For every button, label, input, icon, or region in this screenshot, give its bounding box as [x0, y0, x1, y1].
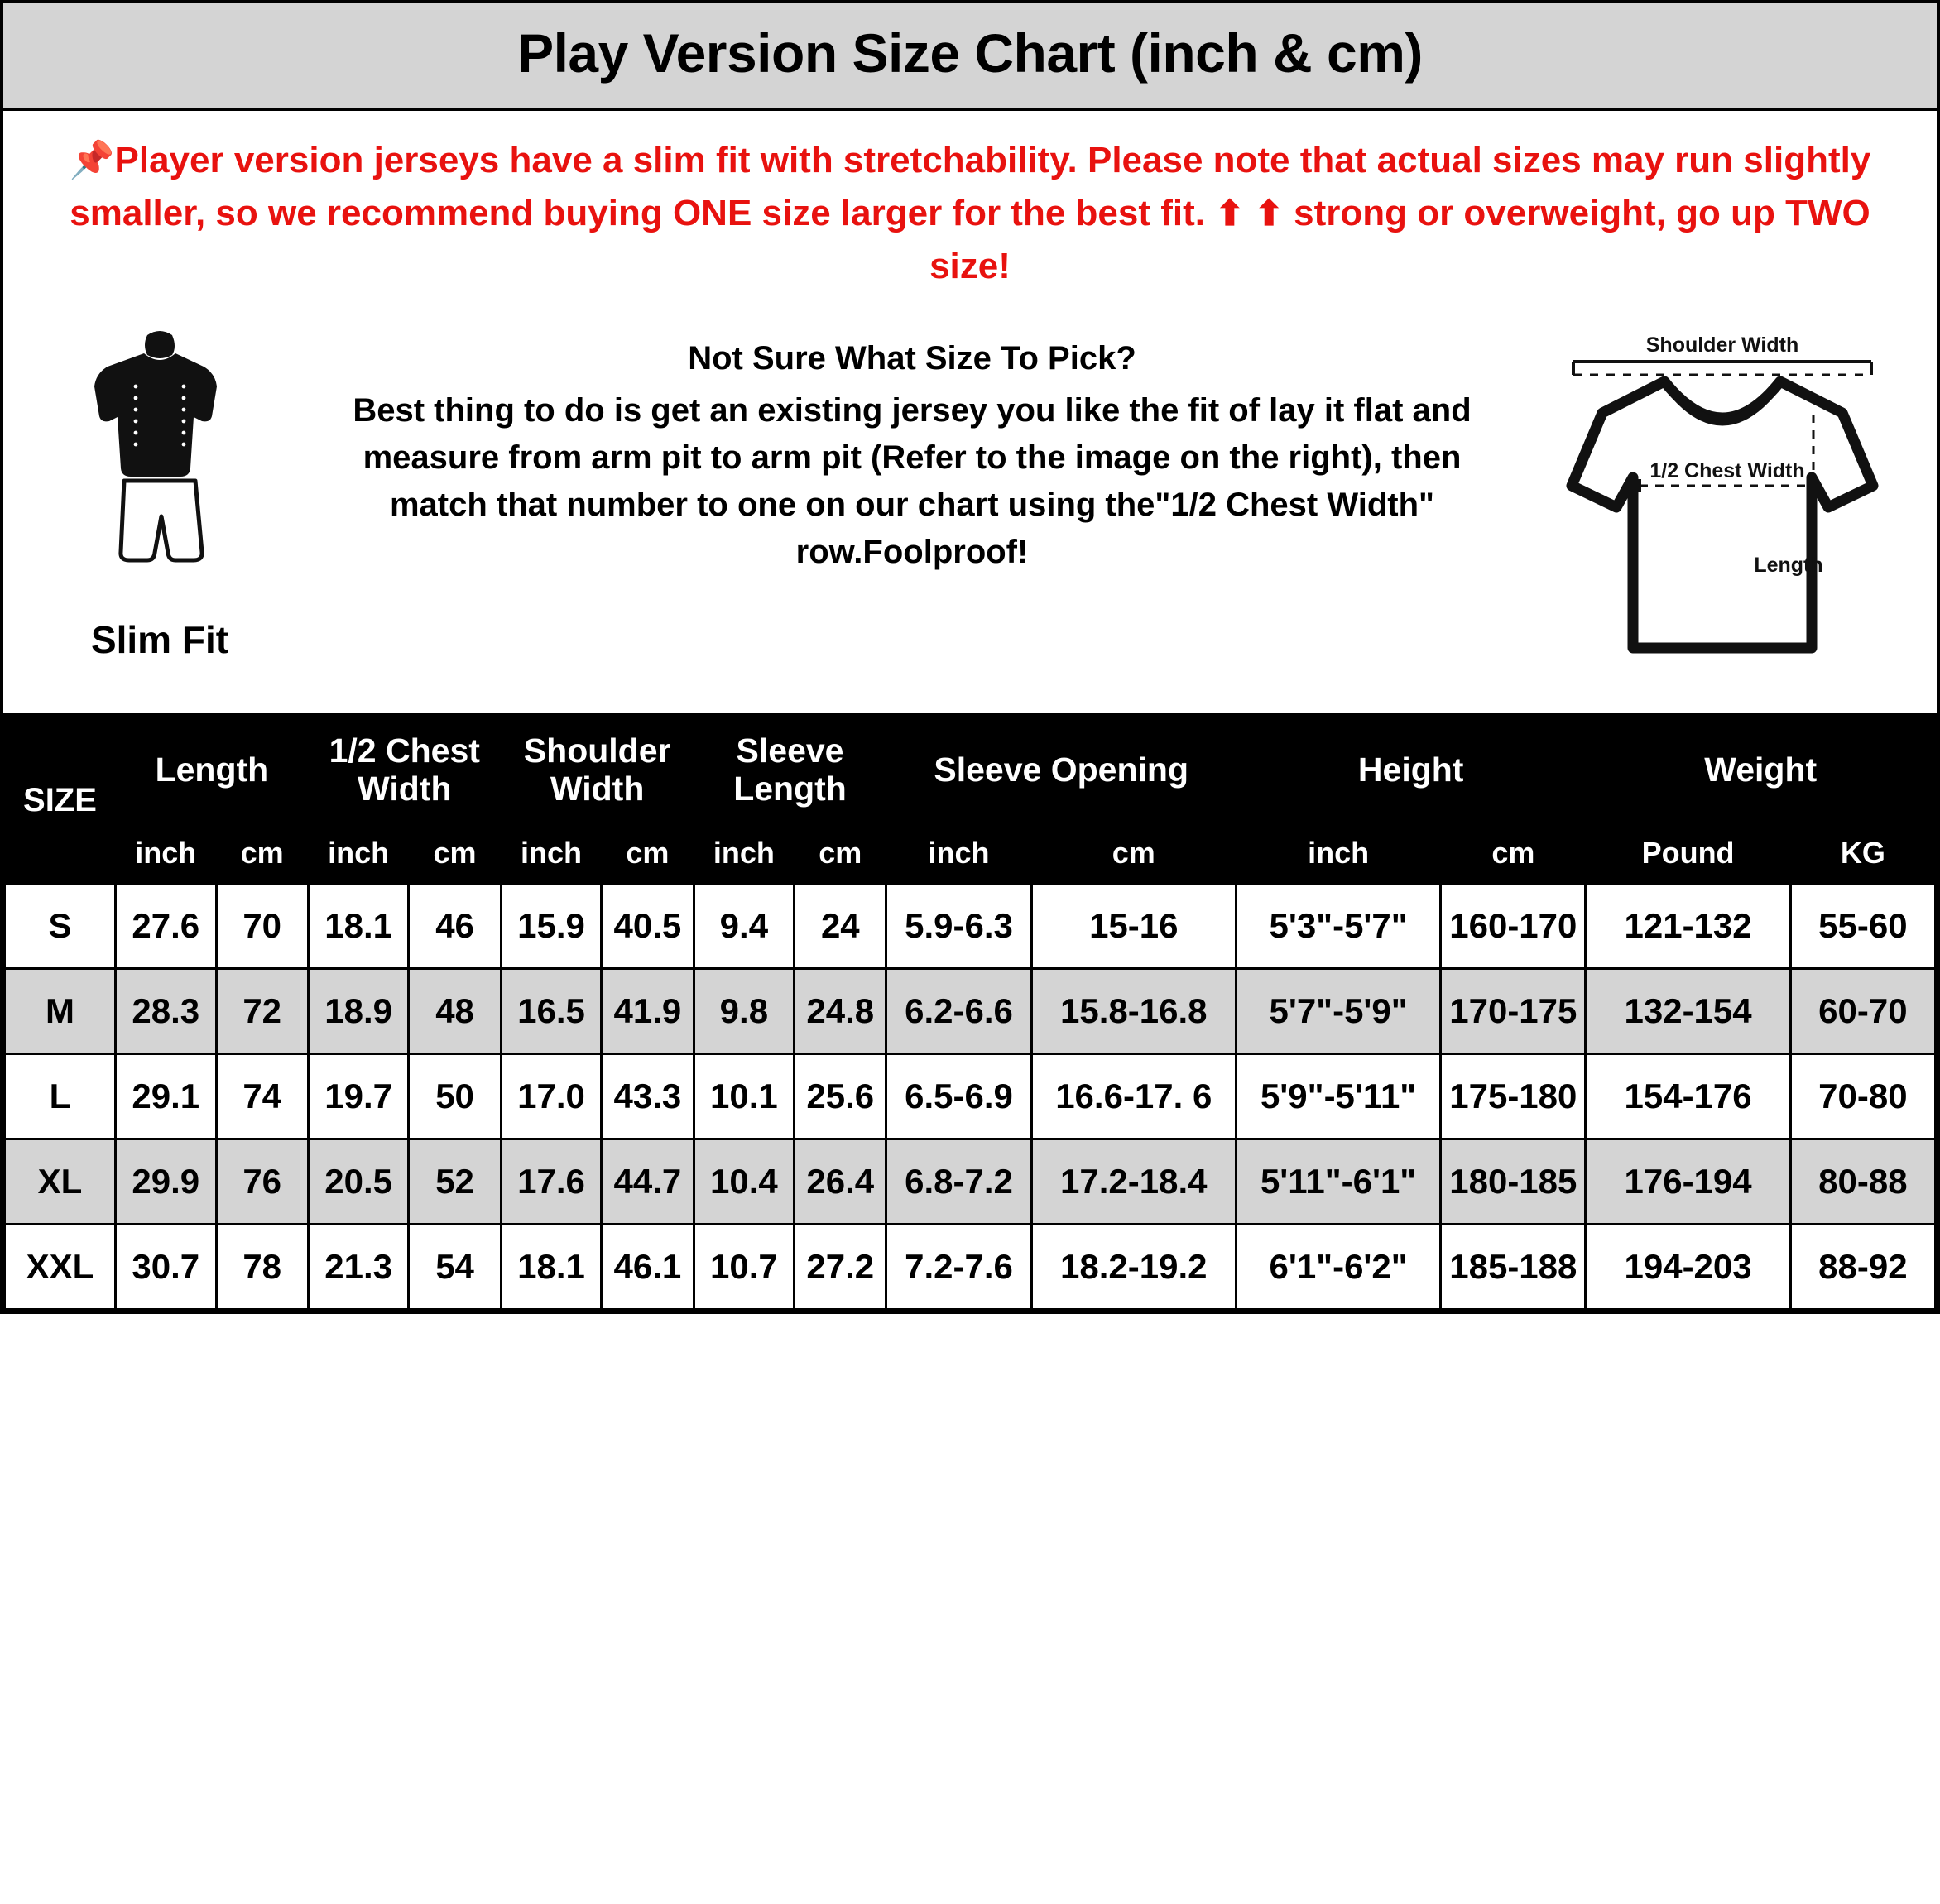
cell: 50 [409, 1054, 501, 1139]
cell: 10.4 [694, 1139, 795, 1225]
cell: 176-194 [1586, 1139, 1790, 1225]
unit-sleeve-opening-inch: inch [886, 823, 1031, 884]
cell: 5'11"-6'1" [1236, 1139, 1440, 1225]
sizing-advice-question: Not Sure What Size To Pick? [688, 340, 1136, 377]
cell: 26.4 [795, 1139, 886, 1225]
svg-text:1/2 Chest Width: 1/2 Chest Width [1649, 459, 1805, 483]
cell: 132-154 [1586, 969, 1790, 1054]
unit-chest-inch: inch [308, 823, 409, 884]
tshirt-measurement-icon [1540, 324, 1904, 692]
row-size: XXL [5, 1225, 116, 1310]
cell: 28.3 [115, 969, 216, 1054]
cell: 160-170 [1441, 884, 1586, 969]
header-weight: Weight [1586, 718, 1936, 823]
cell: 18.1 [308, 884, 409, 969]
cell: 19.7 [308, 1054, 409, 1139]
svg-text:Shoulder Width: Shoulder Width [1645, 333, 1799, 357]
arrow-up-icon-1: ⬆ [1215, 193, 1245, 233]
cell: 15.9 [501, 884, 602, 969]
unit-sleeve-opening-cm: cm [1031, 823, 1236, 884]
cell: 46.1 [602, 1225, 694, 1310]
cell: 7.2-7.6 [886, 1225, 1031, 1310]
unit-height-cm: cm [1441, 823, 1586, 884]
cell: 170-175 [1441, 969, 1586, 1054]
cell: 18.1 [501, 1225, 602, 1310]
cell: 16.5 [501, 969, 602, 1054]
cell: 9.8 [694, 969, 795, 1054]
header-shoulder-width: Shoulder Width [501, 718, 694, 823]
info-zone [3, 300, 1937, 717]
cell: 80-88 [1790, 1139, 1935, 1225]
table-header-group-row [5, 718, 1936, 823]
cell: 194-203 [1586, 1225, 1790, 1310]
unit-height-inch: inch [1236, 823, 1440, 884]
header-half-chest-width: 1/2 Chest Width [308, 718, 501, 823]
cell: 185-188 [1441, 1225, 1586, 1310]
title-bar [3, 3, 1937, 111]
cell: 18.9 [308, 969, 409, 1054]
slim-fit-label: Slim Fit [90, 618, 229, 662]
cell: 76 [216, 1139, 308, 1225]
cell: 54 [409, 1225, 501, 1310]
table-row [5, 1139, 1936, 1225]
unit-length-cm: cm [216, 823, 308, 884]
cell: 10.7 [694, 1225, 795, 1310]
cell: 74 [216, 1054, 308, 1139]
sizing-advice-answer: Best thing to do is get an existing jersey you like the fit of lay it flat and measure from arm pit to arm pit (Refer to the image on the right), then match that number to one on our chart using the"1/2 Chest Width" row.Foolproof! [353, 392, 1472, 570]
row-size: L [5, 1054, 116, 1139]
table-header-unit-row [5, 823, 1936, 884]
cell: 6'1"-6'2" [1236, 1225, 1440, 1310]
unit-shoulder-inch: inch [501, 823, 602, 884]
cell: 24 [795, 884, 886, 969]
cell: 55-60 [1790, 884, 1935, 969]
unit-sleeve-length-inch: inch [694, 823, 795, 884]
unit-weight-kg: KG [1790, 823, 1935, 884]
cell: 5.9-6.3 [886, 884, 1031, 969]
cell: 25.6 [795, 1054, 886, 1139]
page-title: Play Version Size Chart (inch & cm) [517, 22, 1423, 84]
header-height: Height [1236, 718, 1585, 823]
unit-chest-cm: cm [409, 823, 501, 884]
cell: 41.9 [602, 969, 694, 1054]
cell: 29.9 [115, 1139, 216, 1225]
table-row [5, 1054, 1936, 1139]
table-row [5, 969, 1936, 1054]
cell: 78 [216, 1225, 308, 1310]
cell: 9.4 [694, 884, 795, 969]
cell: 29.1 [115, 1054, 216, 1139]
cell: 15.8-16.8 [1031, 969, 1236, 1054]
cell: 52 [409, 1139, 501, 1225]
notice-part-2: strong or overweight, go up TWO size! [929, 192, 1870, 286]
unit-weight-pound: Pound [1586, 823, 1790, 884]
cell: 43.3 [602, 1054, 694, 1139]
cell: 6.8-7.2 [886, 1139, 1031, 1225]
table-row [5, 1225, 1936, 1310]
cell: 10.1 [694, 1054, 795, 1139]
cell: 121-132 [1586, 884, 1790, 969]
table-row [5, 884, 1936, 969]
cell: 17.6 [501, 1139, 602, 1225]
cell: 27.6 [115, 884, 216, 969]
cell: 18.2-19.2 [1031, 1225, 1236, 1310]
cell: 27.2 [795, 1225, 886, 1310]
slim-fit-body-icon [65, 327, 255, 604]
pushpin-icon: 📌 [69, 140, 115, 180]
cell: 180-185 [1441, 1139, 1586, 1225]
header-sleeve-length: Sleeve Length [694, 718, 886, 823]
cell: 15-16 [1031, 884, 1236, 969]
slim-fit-block [23, 315, 296, 662]
cell: 5'3"-5'7" [1236, 884, 1440, 969]
cell: 5'7"-5'9" [1236, 969, 1440, 1054]
cell: 48 [409, 969, 501, 1054]
cell: 88-92 [1790, 1225, 1935, 1310]
cell: 20.5 [308, 1139, 409, 1225]
header-sleeve-opening: Sleeve Opening [886, 718, 1236, 823]
header-length: Length [115, 718, 308, 823]
cell: 60-70 [1790, 969, 1935, 1054]
cell: 6.2-6.6 [886, 969, 1031, 1054]
arrow-up-icon-2: ⬆ [1254, 193, 1284, 233]
notice-text [3, 111, 1937, 300]
notice-part-1: Player version jerseys have a slim fit with stretchability. Please note that actual sizes may run slightly smaller, so we recommend buying ONE size larger for the best fit. [70, 140, 1871, 233]
unit-sleeve-length-cm: cm [795, 823, 886, 884]
cell: 6.5-6.9 [886, 1054, 1031, 1139]
cell: 17.0 [501, 1054, 602, 1139]
tee-diagram-block [1528, 315, 1917, 692]
row-size: S [5, 884, 116, 969]
cell: 40.5 [602, 884, 694, 969]
unit-length-inch: inch [115, 823, 216, 884]
cell: 5'9"-5'11" [1236, 1054, 1440, 1139]
cell: 154-176 [1586, 1054, 1790, 1139]
cell: 175-180 [1441, 1054, 1586, 1139]
cell: 21.3 [308, 1225, 409, 1310]
header-size: SIZE [5, 718, 116, 884]
sizing-advice [296, 315, 1528, 575]
cell: 16.6-17. 6 [1031, 1054, 1236, 1139]
cell: 70-80 [1790, 1054, 1935, 1139]
unit-shoulder-cm: cm [602, 823, 694, 884]
cell: 30.7 [115, 1225, 216, 1310]
cell: 46 [409, 884, 501, 969]
size-table [3, 717, 1937, 1311]
cell: 72 [216, 969, 308, 1054]
cell: 17.2-18.4 [1031, 1139, 1236, 1225]
cell: 70 [216, 884, 308, 969]
svg-text:Length: Length [1754, 554, 1823, 578]
row-size: M [5, 969, 116, 1054]
row-size: XL [5, 1139, 116, 1225]
cell: 24.8 [795, 969, 886, 1054]
cell: 44.7 [602, 1139, 694, 1225]
